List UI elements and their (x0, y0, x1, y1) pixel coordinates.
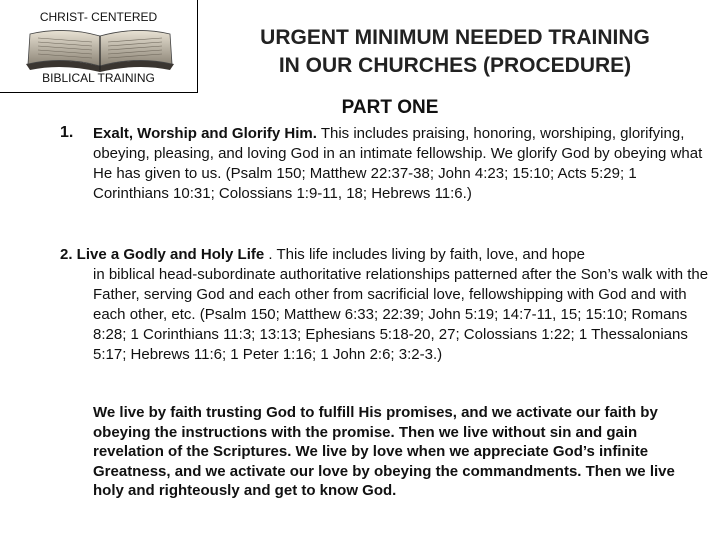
logo-bottom-text: BIBLICAL TRAINING (42, 71, 155, 85)
item2-lead: 2. Live a Godly and Holy Life (60, 246, 265, 263)
open-bible-icon (20, 26, 180, 72)
item2-body: in biblical head-subordinate authoritative relationships patterned after the Son’s walk with the Father, serving God and each other from sacrificial love, fellowshipping with God and with each other, etc. (Psalm 150; Matthew 6:33; 22:39; John 5:19; 14:7-11, 15; 15:10; Romans 8:28; 1 Corinthians 11:3; 13:13; Ephesians 5:18-20, 27; Colossians 1:22; 1 Thessalonians 5:17; Hebrews 11:6; 1 Peter 1:16; 1 John 2:6; 3:2-3.) (93, 266, 709, 363)
item1-number: 1. (60, 124, 74, 141)
logo-top-text: CHRIST- CENTERED (39, 10, 158, 24)
item1-paragraph (93, 124, 703, 204)
title-line-2: IN OUR CHURCHES (PROCEDURE) (278, 54, 632, 77)
page-title (210, 24, 700, 80)
logo-box (0, 0, 198, 93)
item1-body: This includes praising, honoring, worshiping, glorifying, obeying, pleasing, and loving God in an intimate fellowship. We glorify God by obeying what He has given to us. (Psalm 150; Matthew 22:37-38; John 4:23; 15:10; Acts 5:29; 1 Corinthians 10:31; Colossians 1:9-11, 18; Hebrews 11:6.) (93, 125, 703, 202)
item2-first-line: . This life includes living by faith, love, and hope (264, 246, 585, 263)
item2-paragraph (60, 245, 710, 365)
part-heading: PART ONE (341, 97, 439, 118)
item1-lead: Exalt, Worship and Glorify Him. (93, 125, 317, 142)
summary-paragraph: We live by faith trusting God to fulfill His promises, and we activate our faith by obeying the instructions with the promise. Then we live without sin and gain revelation of the Scriptures. We live by love when we appreciate God’s infinite Greatness, and we activate our love by obeying the commandments. Then we live holy and righteously and get to know God. (93, 404, 675, 499)
title-line-1: URGENT MINIMUM NEEDED TRAINING (260, 26, 650, 49)
